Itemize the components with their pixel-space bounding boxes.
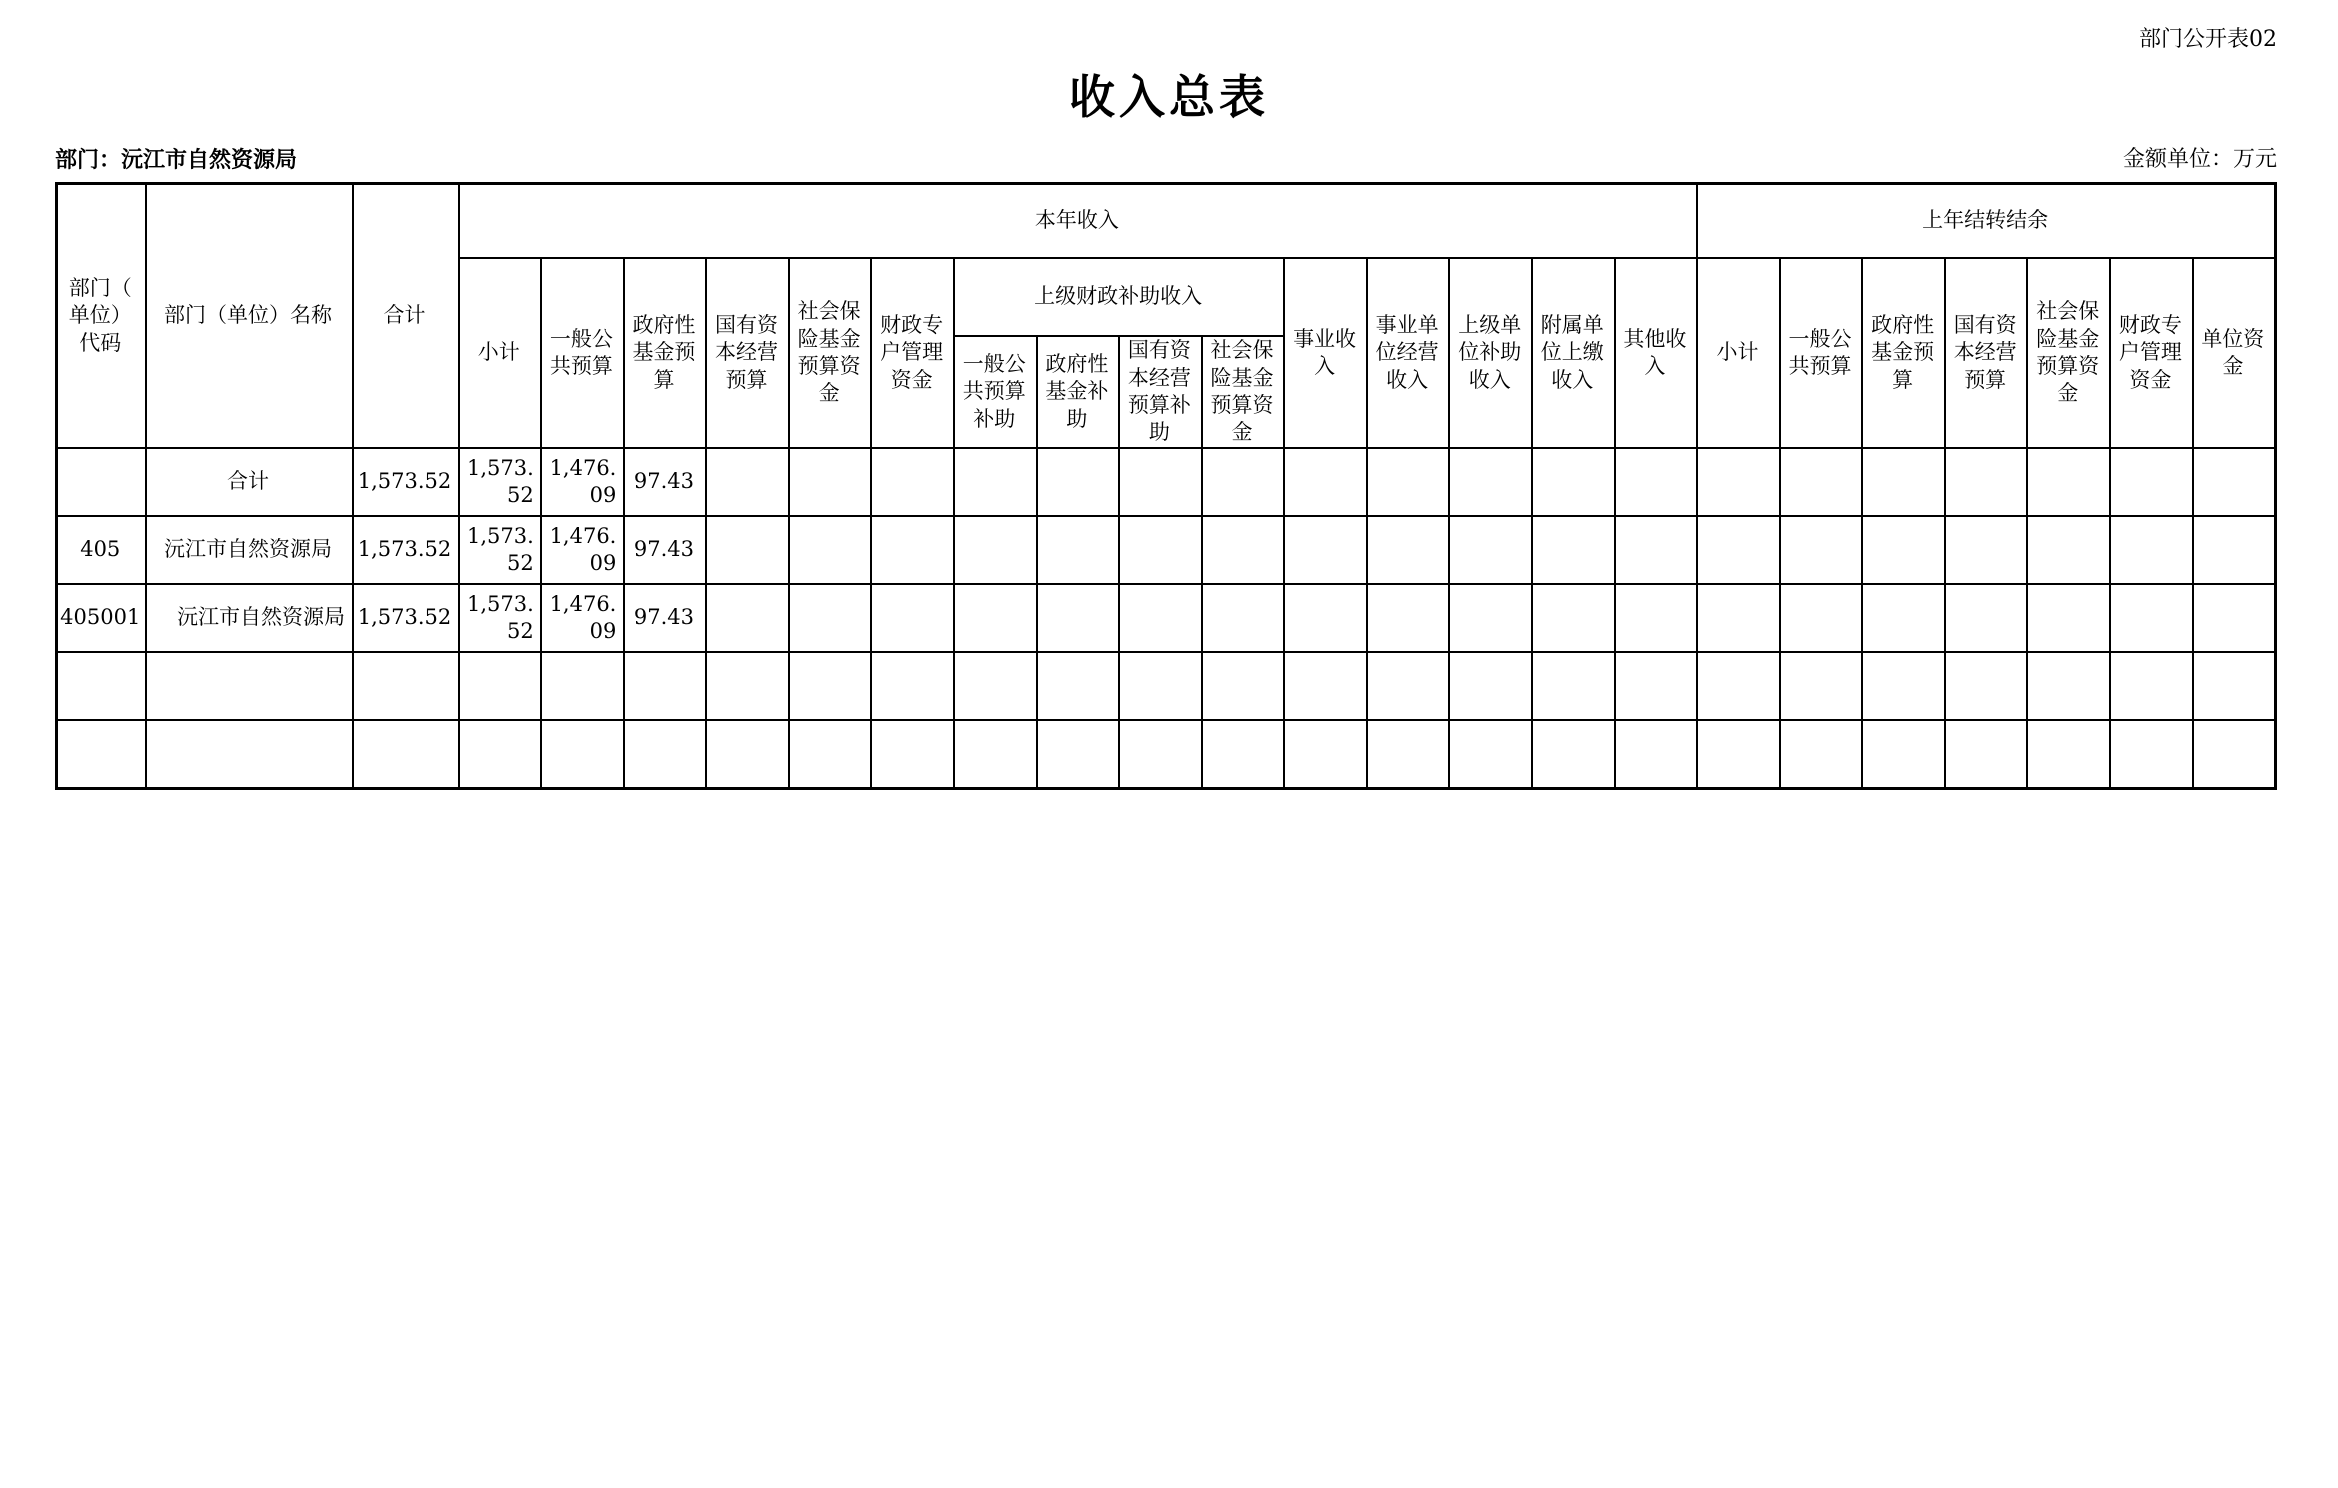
cell-empty	[2110, 584, 2193, 652]
cell-empty	[2027, 720, 2110, 788]
cell-empty	[1615, 584, 1698, 652]
cell-empty	[2193, 720, 2276, 788]
cell-empty	[954, 584, 1037, 652]
header-affiliated-unit-remittance-income: 附属单位上缴收入	[1532, 258, 1615, 448]
table-row-grand-total	[57, 448, 2276, 516]
header-co-unit-funds: 单位资金	[2193, 258, 2276, 448]
cell-cy-general-public-budget	[541, 448, 624, 516]
cell-empty	[1284, 584, 1367, 652]
header-cy-gov-fund-budget: 政府性基金预算	[624, 258, 707, 448]
header-row-1	[57, 184, 2276, 259]
cell-empty	[1945, 584, 2028, 652]
table-row-empty-1	[57, 652, 2276, 720]
header-unit-name: 部门（单位）名称	[146, 184, 353, 449]
header-co-social-insurance-fund: 社会保险基金预算资金	[2027, 258, 2110, 448]
cell-empty	[353, 720, 459, 788]
cell-name: 沅江市自然资源局	[146, 516, 353, 584]
cell-code	[57, 448, 146, 516]
header-cy-social-insurance-fund: 社会保险基金预算资金	[789, 258, 872, 448]
cell-cy-subtotal	[459, 584, 542, 652]
cell-empty	[706, 720, 789, 788]
cell-empty	[1449, 720, 1532, 788]
header-higher-level-subsidy: 上级财政补助收入	[954, 258, 1284, 336]
header-cy-state-capital-budget: 国有资本经营预算	[706, 258, 789, 448]
cell-empty	[1615, 516, 1698, 584]
header-business-unit-operating-income: 事业单位经营收入	[1367, 258, 1450, 448]
cell-cy-subtotal	[459, 448, 542, 516]
cell-empty	[954, 516, 1037, 584]
cell-empty	[1697, 720, 1780, 788]
cell-empty	[1532, 720, 1615, 788]
cell-total: 1,573.52	[353, 448, 459, 516]
header-co-general-public-budget: 一般公共预算	[1780, 258, 1863, 448]
cell-empty	[1202, 720, 1285, 788]
cell-empty	[2027, 584, 2110, 652]
department-label: 部门：沅江市自然资源局	[55, 147, 298, 173]
cell-empty	[706, 584, 789, 652]
cell-empty	[871, 448, 954, 516]
cell-empty	[1037, 516, 1120, 584]
cell-empty	[1780, 516, 1863, 584]
cell-empty	[1697, 652, 1780, 720]
cell-empty	[353, 652, 459, 720]
cell-empty	[1037, 584, 1120, 652]
header-other-income: 其他收入	[1615, 258, 1698, 448]
cell-empty	[1945, 448, 2028, 516]
cell-total: 1,573.52	[353, 584, 459, 652]
cell-empty	[706, 448, 789, 516]
cell-value: 1,573.52	[466, 591, 534, 643]
cell-empty	[954, 652, 1037, 720]
cell-total: 1,573.52	[353, 516, 459, 584]
cell-empty	[146, 720, 353, 788]
cell-empty	[1202, 448, 1285, 516]
cell-empty	[1862, 720, 1945, 788]
header-co-gov-fund-budget: 政府性基金预算	[1862, 258, 1945, 448]
cell-empty	[541, 652, 624, 720]
meta-row	[55, 146, 2277, 174]
table-row-empty-2	[57, 720, 2276, 788]
cell-cy-gov-fund-budget: 97.43	[624, 448, 707, 516]
cell-value: 1,573.52	[466, 523, 534, 575]
cell-empty	[1367, 652, 1450, 720]
cell-empty	[1367, 448, 1450, 516]
cell-value: 1,573.52	[466, 455, 534, 507]
cell-empty	[1202, 584, 1285, 652]
cell-empty	[1532, 652, 1615, 720]
cell-empty	[1284, 652, 1367, 720]
cell-empty	[871, 652, 954, 720]
cell-empty	[2193, 448, 2276, 516]
cell-empty	[1284, 516, 1367, 584]
cell-empty	[2110, 448, 2193, 516]
table-row-405001	[57, 584, 2276, 652]
cell-empty	[2110, 652, 2193, 720]
cell-empty	[789, 448, 872, 516]
cell-empty	[1449, 584, 1532, 652]
cell-empty	[1449, 448, 1532, 516]
cell-empty	[1532, 516, 1615, 584]
cell-empty	[789, 584, 872, 652]
cell-empty	[1780, 448, 1863, 516]
cell-name: 合计	[146, 448, 353, 516]
cell-empty	[1119, 720, 1202, 788]
amount-unit-label: 金额单位：万元	[2122, 147, 2277, 172]
table-row-405	[57, 516, 2276, 584]
cell-value: 1,476.09	[549, 455, 617, 507]
cell-empty	[2027, 448, 2110, 516]
cell-cy-gov-fund-budget: 97.43	[624, 584, 707, 652]
income-summary-table	[55, 182, 2277, 790]
form-code-label: 部门公开表02	[2139, 27, 2277, 52]
header-carryover: 上年结转结余	[1697, 184, 2275, 259]
cell-empty	[1697, 584, 1780, 652]
cell-empty	[1862, 516, 1945, 584]
cell-empty	[1119, 448, 1202, 516]
table-body	[57, 448, 2276, 788]
cell-empty	[789, 720, 872, 788]
cell-empty	[1615, 720, 1698, 788]
cell-cy-general-public-budget	[541, 584, 624, 652]
cell-empty	[1449, 652, 1532, 720]
cell-empty	[2110, 720, 2193, 788]
cell-empty	[706, 652, 789, 720]
cell-empty	[789, 652, 872, 720]
cell-empty	[1449, 516, 1532, 584]
cell-empty	[871, 584, 954, 652]
header-co-subtotal: 小计	[1697, 258, 1780, 448]
header-subsidy-gov-fund: 政府性基金补助	[1037, 336, 1120, 448]
header-subsidy-general-public-budget: 一般公共预算补助	[954, 336, 1037, 448]
cell-empty	[1119, 584, 1202, 652]
cell-empty	[1037, 720, 1120, 788]
cell-code: 405001	[57, 584, 146, 652]
cell-empty	[1862, 448, 1945, 516]
cell-empty	[1615, 652, 1698, 720]
cell-value: 1,476.09	[549, 591, 617, 643]
cell-empty	[1697, 448, 1780, 516]
cell-empty	[954, 448, 1037, 516]
cell-empty	[2027, 516, 2110, 584]
cell-empty	[459, 652, 542, 720]
cell-empty	[2027, 652, 2110, 720]
cell-empty	[1615, 448, 1698, 516]
cell-empty	[2193, 516, 2276, 584]
cell-empty	[1037, 652, 1120, 720]
cell-empty	[1862, 584, 1945, 652]
cell-empty	[1284, 448, 1367, 516]
cell-empty	[1119, 516, 1202, 584]
cell-empty	[954, 720, 1037, 788]
header-cy-fiscal-special-account: 财政专户管理资金	[871, 258, 954, 448]
header-current-year-income: 本年收入	[459, 184, 1698, 259]
header-business-income: 事业收入	[1284, 258, 1367, 448]
table-header	[57, 184, 2276, 449]
cell-cy-subtotal	[459, 516, 542, 584]
cell-empty	[1780, 720, 1863, 788]
cell-empty	[706, 516, 789, 584]
header-cy-general-public-budget: 一般公共预算	[541, 258, 624, 448]
cell-empty	[1780, 584, 1863, 652]
cell-empty	[624, 720, 707, 788]
cell-empty	[459, 720, 542, 788]
cell-empty	[624, 652, 707, 720]
header-subsidy-state-capital-budget: 国有资本经营预算补助	[1119, 336, 1202, 448]
cell-empty	[1697, 516, 1780, 584]
cell-empty	[541, 720, 624, 788]
cell-empty	[1037, 448, 1120, 516]
header-subsidy-social-insurance-fund: 社会保险基金预算资金	[1202, 336, 1285, 448]
cell-empty	[2193, 584, 2276, 652]
cell-empty	[1945, 516, 2028, 584]
cell-empty	[146, 652, 353, 720]
cell-empty	[57, 652, 146, 720]
cell-empty	[1119, 652, 1202, 720]
cell-name: 沅江市自然资源局	[146, 584, 353, 652]
cell-empty	[1367, 584, 1450, 652]
cell-cy-general-public-budget	[541, 516, 624, 584]
cell-empty	[1284, 720, 1367, 788]
cell-empty	[871, 720, 954, 788]
cell-code: 405	[57, 516, 146, 584]
cell-empty	[1780, 652, 1863, 720]
cell-empty	[1202, 516, 1285, 584]
cell-empty	[1945, 652, 2028, 720]
cell-empty	[1202, 652, 1285, 720]
header-total: 合计	[353, 184, 459, 449]
cell-empty	[1367, 516, 1450, 584]
cell-empty	[1945, 720, 2028, 788]
cell-empty	[871, 516, 954, 584]
cell-empty	[57, 720, 146, 788]
cell-empty	[1532, 448, 1615, 516]
cell-empty	[1862, 652, 1945, 720]
header-unit-code: 部门（单位）代码	[57, 184, 146, 449]
cell-empty	[1532, 584, 1615, 652]
cell-empty	[2110, 516, 2193, 584]
page-title: 收入总表	[1069, 70, 1269, 124]
header-co-state-capital-budget: 国有资本经营预算	[1945, 258, 2028, 448]
cell-empty	[1367, 720, 1450, 788]
cell-cy-gov-fund-budget: 97.43	[624, 516, 707, 584]
cell-empty	[2193, 652, 2276, 720]
cell-empty	[789, 516, 872, 584]
header-co-fiscal-special-account: 财政专户管理资金	[2110, 258, 2193, 448]
header-higher-unit-subsidy-income: 上级单位补助收入	[1449, 258, 1532, 448]
header-cy-subtotal: 小计	[459, 258, 542, 448]
cell-value: 1,476.09	[549, 523, 617, 575]
